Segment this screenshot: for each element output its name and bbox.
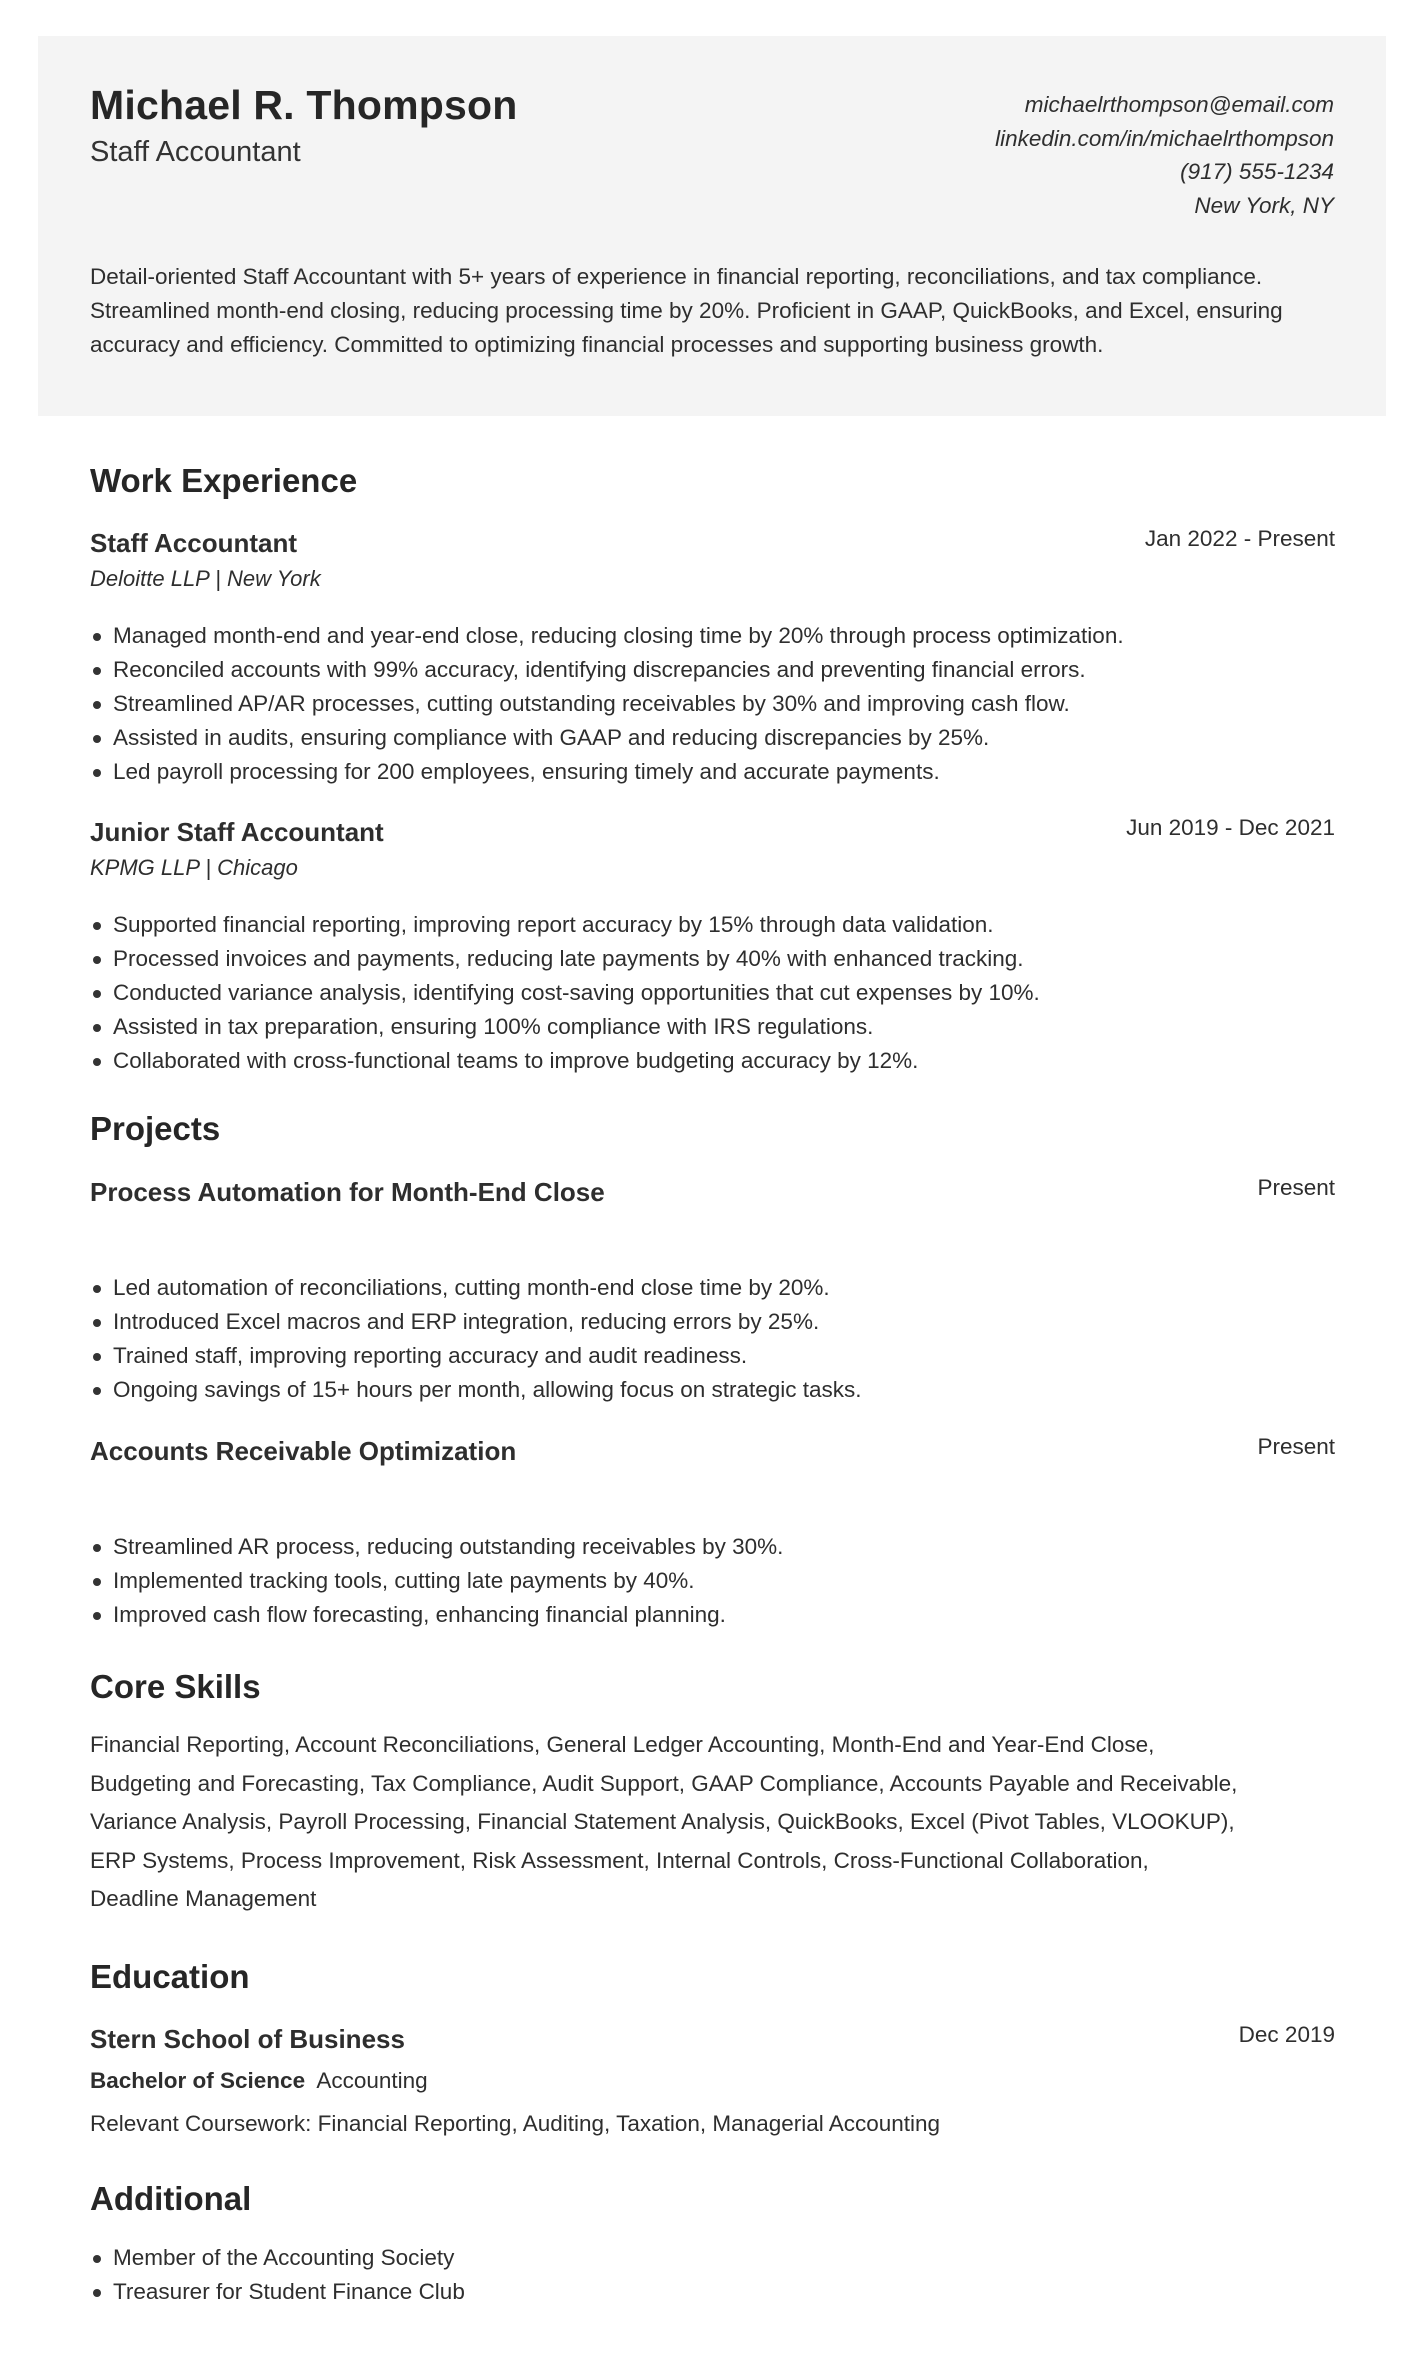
section-heading-education: Education — [90, 1958, 250, 1995]
project-title: Accounts Receivable Optimization — [90, 1436, 517, 1466]
list-item: Trained staff, improving reporting accuracy and audit readiness. — [90, 1339, 862, 1373]
list-item: Member of the Accounting Society — [90, 2241, 465, 2275]
skills-line: Financial Reporting, Account Reconciliations, General Ledger Accounting, Month-End and Year-End Close, — [90, 1732, 1155, 1757]
skills-line: Deadline Management — [90, 1886, 317, 1911]
list-item: Implemented tracking tools, cutting late payments by 40%. — [90, 1564, 783, 1598]
list-item: Supported financial reporting, improving report accuracy by 15% through data validation. — [90, 908, 1040, 942]
list-item: Collaborated with cross-functional teams to improve budgeting accuracy by 12%. — [90, 1044, 1040, 1078]
contact-block — [995, 88, 1334, 222]
list-item: Conducted variance analysis, identifying cost-saving opportunities that cut expenses by 10%. — [90, 976, 1040, 1010]
candidate-title: Staff Accountant — [90, 136, 301, 168]
project-title: Process Automation for Month-End Close — [90, 1177, 605, 1207]
job-bullets — [90, 908, 1040, 1078]
project-bullets — [90, 1271, 862, 1407]
professional-summary: Detail-oriented Staff Accountant with 5+ years of experience in financial reporting, reconciliations, and tax compliance. Streamlined month-end closing, reducing processing time by 20%. Proficient in GAAP, QuickBooks, and Excel, ensuring accuracy and efficiency. Committed to optimizing financial processes and supporting business growth. — [90, 264, 1283, 357]
education-date: Dec 2019 — [1238, 2022, 1335, 2047]
job-title: Junior Staff Accountant — [90, 817, 384, 847]
list-item: Led payroll processing for 200 employees, ensuring timely and accurate payments. — [90, 755, 1124, 789]
list-item: Processed invoices and payments, reducing late payments by 40% with enhanced tracking. — [90, 942, 1040, 976]
project-bullets — [90, 1530, 783, 1632]
list-item: Introduced Excel macros and ERP integration, reducing errors by 25%. — [90, 1305, 862, 1339]
contact-phone: (917) 555-1234 — [1180, 159, 1334, 184]
section-heading-projects: Projects — [90, 1110, 221, 1147]
degree-field: Accounting — [316, 2068, 428, 2093]
list-item: Streamlined AP/AR processes, cutting outstanding receivables by 30% and improving cash flow. — [90, 687, 1124, 721]
skills-line: Budgeting and Forecasting, Tax Compliance, Audit Support, GAAP Compliance, Accounts Payable and Receivable, — [90, 1770, 1238, 1796]
list-item: Managed month-end and year-end close, reducing closing time by 20% through process optimization. — [90, 619, 1124, 653]
candidate-name: Michael R. Thompson — [90, 82, 518, 128]
degree-name: Bachelor of Science — [90, 2068, 306, 2093]
job-date: Jun 2019 - Dec 2021 — [1126, 815, 1335, 840]
additional-bullets — [90, 2241, 465, 2309]
section-heading-skills: Core Skills — [90, 1668, 261, 1705]
project-date: Present — [1257, 1434, 1335, 1459]
list-item: Led automation of reconciliations, cutting month-end close time by 20%. — [90, 1271, 862, 1305]
list-item: Assisted in tax preparation, ensuring 100% compliance with IRS regulations. — [90, 1010, 1040, 1044]
list-item: Assisted in audits, ensuring compliance with GAAP and reducing discrepancies by 25%. — [90, 721, 1124, 755]
coursework: Relevant Coursework: Financial Reporting, Auditing, Taxation, Managerial Accounting — [90, 2111, 941, 2136]
job-company: Deloitte LLP | New York — [90, 566, 321, 591]
list-item: Streamlined AR process, reducing outstanding receivables by 30%. — [90, 1530, 783, 1564]
list-item: Reconciled accounts with 99% accuracy, identifying discrepancies and preventing financial errors. — [90, 653, 1124, 687]
list-item: Treasurer for Student Finance Club — [90, 2275, 465, 2309]
section-heading-work: Work Experience — [90, 462, 358, 499]
school-name: Stern School of Business — [90, 2024, 405, 2054]
job-title: Staff Accountant — [90, 528, 298, 558]
section-heading-additional: Additional — [90, 2180, 252, 2217]
skills-line: ERP Systems, Process Improvement, Risk Assessment, Internal Controls, Cross-Functional Collaboration, — [90, 1847, 1149, 1873]
job-date: Jan 2022 - Present — [1144, 526, 1335, 551]
list-item: Ongoing savings of 15+ hours per month, allowing focus on strategic tasks. — [90, 1373, 862, 1407]
project-date: Present — [1257, 1175, 1335, 1200]
contact-linkedin[interactable]: linkedin.com/in/michaelrthompson — [995, 125, 1334, 151]
job-bullets — [90, 619, 1124, 789]
skills-list — [90, 1726, 1330, 1919]
job-company: KPMG LLP | Chicago — [90, 855, 298, 880]
degree-line — [90, 2068, 428, 2094]
contact-location: New York, NY — [1194, 192, 1334, 218]
resume-header — [38, 36, 1386, 416]
skills-line: Variance Analysis, Payroll Processing, Financial Statement Analysis, QuickBooks, Excel (Pivot Tables, VLOOKUP), — [90, 1809, 1235, 1834]
list-item: Improved cash flow forecasting, enhancing financial planning. — [90, 1598, 783, 1632]
contact-email[interactable]: michaelrthompson@email.com — [1024, 92, 1334, 117]
